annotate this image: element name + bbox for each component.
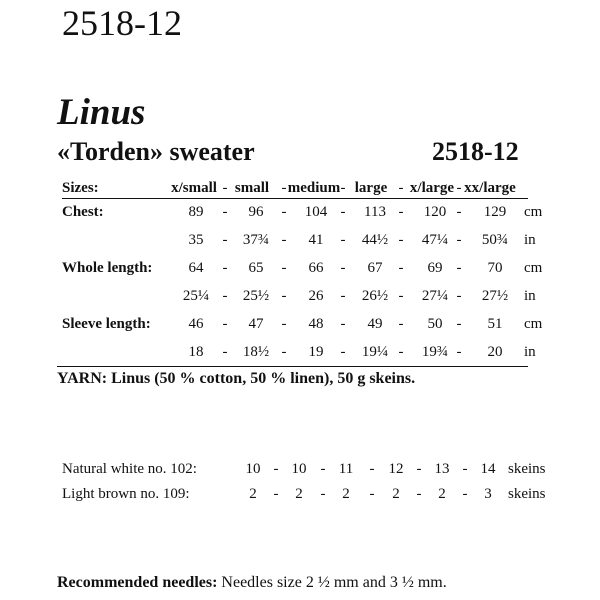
value-separator: - [281,204,287,220]
value-separator: - [340,344,346,360]
measurement-value: 69 [427,260,443,276]
value-separator: - [398,232,404,248]
measurement-row [62,256,552,280]
measurement-value: 26 [308,288,324,304]
skein-count: 11 [338,461,354,477]
yarn-heading: YARN: Linus (50 % cotton, 50 % linen), 50 g skeins. [57,370,416,387]
value-separator: - [416,461,422,477]
size-separator: - [456,180,462,196]
measurement-value: 19¾ [421,344,449,360]
measurement-value: 35 [188,232,204,248]
measurement-value: 50¾ [481,232,509,248]
value-separator: - [369,461,375,477]
value-separator: - [320,486,326,502]
value-separator: - [456,204,462,220]
measurement-unit: cm [524,316,543,332]
skein-count: 14 [480,461,496,477]
brand-title: Linus [57,92,146,133]
value-separator: - [456,316,462,332]
measurement-value: 19 [308,344,324,360]
measurement-value: 89 [188,204,204,220]
measurement-value: 113 [364,204,386,220]
skein-count: 13 [434,461,450,477]
skein-count: 10 [245,461,261,477]
product-code: 2518-12 [432,137,519,166]
measurement-value: 19¼ [361,344,389,360]
skein-count: 2 [392,486,400,502]
skein-count: 3 [484,486,492,502]
value-separator: - [456,232,462,248]
measurement-value: 44½ [361,232,389,248]
size-name: small [234,180,270,196]
measurement-value: 50 [427,316,443,332]
measurement-value: 48 [308,316,324,332]
measurement-value: 65 [248,260,264,276]
size-separator: - [222,180,228,196]
value-separator: - [398,260,404,276]
value-separator: - [398,316,404,332]
measurement-value: 66 [308,260,324,276]
value-separator: - [462,486,468,502]
measurement-value: 104 [304,204,328,220]
size-separator: - [340,180,346,196]
needles-label: Recommended needles: [57,574,218,591]
value-separator: - [222,232,228,248]
yarn-color-label: Natural white no. 102: [62,461,197,477]
size-name: xx/large [464,180,516,196]
measurement-value: 18 [188,344,204,360]
measurement-value: 18½ [242,344,270,360]
yarn-unit: skeins [508,486,546,502]
measurement-value: 20 [487,344,503,360]
value-separator: - [340,288,346,304]
value-separator: - [222,260,228,276]
measurement-value: 41 [308,232,324,248]
size-name: x/small [171,180,217,196]
measurement-value: 129 [483,204,507,220]
size-separator: - [281,180,287,196]
pattern-code: 2518-12 [62,3,182,43]
value-separator: - [340,232,346,248]
size-name: large [354,180,388,196]
value-separator: - [320,461,326,477]
skein-count: 12 [388,461,404,477]
yarn-color-row [62,458,562,480]
yarn-color-label: Light brown no. 109: [62,486,190,502]
skein-count: 2 [342,486,350,502]
value-separator: - [456,260,462,276]
measurement-label: Chest: [62,204,104,220]
value-separator: - [398,204,404,220]
value-separator: - [222,344,228,360]
value-separator: - [456,344,462,360]
measurement-value: 96 [248,204,264,220]
sizes-header [62,178,528,198]
yarn-color-row [62,483,562,505]
measurement-unit: cm [524,260,543,276]
value-separator: - [281,288,287,304]
value-separator: - [398,288,404,304]
value-separator: - [281,232,287,248]
skein-count: 2 [438,486,446,502]
product-title: «Torden» sweater [57,137,255,166]
measurement-value: 67 [367,260,383,276]
measurement-value: 25¼ [182,288,210,304]
size-name: x/large [409,180,455,196]
size-separator: - [398,180,404,196]
measurement-value: 49 [367,316,383,332]
measurement-unit: in [524,232,536,248]
measurement-value: 70 [487,260,503,276]
skein-count: 2 [295,486,303,502]
value-separator: - [462,461,468,477]
measurement-unit: in [524,288,536,304]
measurement-value: 47¼ [421,232,449,248]
header-rule [62,198,528,199]
table-rule [57,366,528,367]
recommended-needles [57,572,447,594]
measurement-value: 64 [188,260,204,276]
measurement-unit: in [524,344,536,360]
value-separator: - [281,316,287,332]
skein-count: 10 [291,461,307,477]
value-separator: - [398,344,404,360]
value-separator: - [281,260,287,276]
measurement-label: Whole length: [62,260,153,276]
measurement-value: 27¼ [421,288,449,304]
measurement-value: 47 [248,316,264,332]
value-separator: - [456,288,462,304]
value-separator: - [281,344,287,360]
measurement-value: 120 [423,204,447,220]
measurement-value: 25½ [242,288,270,304]
measurement-value: 51 [487,316,503,332]
measurement-row [62,200,552,224]
measurement-row [62,340,552,364]
measurement-row [62,284,552,308]
skein-count: 2 [249,486,257,502]
measurement-value: 37¾ [242,232,270,248]
value-separator: - [222,288,228,304]
measurement-row [62,312,552,336]
size-name: medium [287,180,341,196]
measurement-row [62,228,552,252]
value-separator: - [369,486,375,502]
measurement-label: Sleeve length: [62,316,151,332]
sizes-label: Sizes: [62,180,99,196]
measurement-value: 27½ [481,288,509,304]
value-separator: - [273,461,279,477]
measurement-unit: cm [524,204,543,220]
value-separator: - [416,486,422,502]
value-separator: - [340,316,346,332]
needles-text: Needles size 2 ½ mm and 3 ½ mm. [221,574,447,591]
value-separator: - [340,260,346,276]
value-separator: - [340,204,346,220]
measurement-value: 26½ [361,288,389,304]
measurement-value: 46 [188,316,204,332]
value-separator: - [222,204,228,220]
yarn-unit: skeins [508,461,546,477]
value-separator: - [222,316,228,332]
value-separator: - [273,486,279,502]
